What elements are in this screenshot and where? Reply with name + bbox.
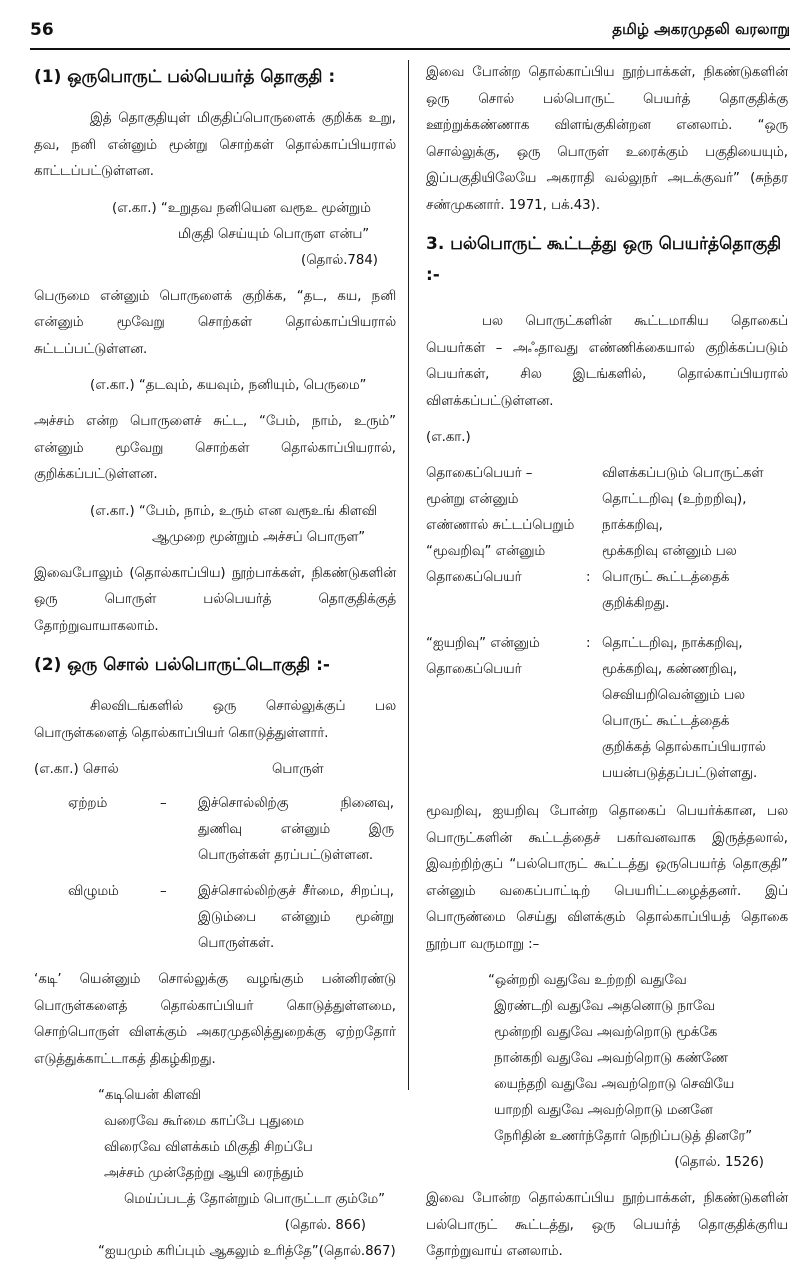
quote-line: ஆமுறை மூன்றும் அச்சப் பொருள”: [152, 529, 366, 545]
sep: [586, 709, 602, 735]
cell: செவியறிவென்னும் பல: [602, 688, 745, 703]
cell: தொட்டறிவு (உற்றறிவு),: [602, 492, 747, 507]
section-1-title: (1) ஒருபொருட் பல்பெயர்த் தொகுதி :: [34, 67, 336, 87]
quote-line: “ஐயமும் கரிப்பும் ஆகலும் உரித்தே”(தொல்.867): [98, 1244, 396, 1259]
paragraph: இவை போன்ற தொல்காப்பிய நூற்பாக்கள், நிகண்டுகளின் பல்பொருட் கூட்டத்து, ஒரு பெயர்த் தொகுதிக்குரிய தோற்றுவாய் எனலாம்.: [426, 1191, 788, 1259]
quote-784: [34, 196, 396, 274]
sep: [586, 539, 602, 565]
citation: (தொல். 1526): [674, 1155, 764, 1170]
quote-line: விரைவே விளக்கம் மிகுதி சிறப்பே: [104, 1140, 313, 1155]
quote-fear: [34, 499, 396, 551]
paragraph: இவைபோலும் (தொல்காப்பிய) நூற்பாக்கள், நிகண்டுகளின் ஒரு பொருள் பல்பெயர்த் தொகுதிக்குத் தோற்றுவாயாகலாம்.: [34, 565, 396, 634]
page-number: 56: [30, 20, 54, 40]
sep: [586, 683, 602, 709]
cell: குறிக்கத் தொல்காப்பியரால்: [602, 740, 766, 755]
table-head-word: (எ.கா.) சொல்: [34, 762, 119, 777]
quote-line: இரண்டறி வதுவே அதனொடு நாவே: [494, 999, 715, 1014]
table-row: [426, 709, 788, 735]
cell: “மூவறிவு” என்னும்: [426, 544, 546, 559]
table-head-meaning: பொருள்: [272, 762, 324, 777]
citation: (தொல். 866): [284, 1218, 366, 1233]
sep: [586, 761, 602, 787]
cell: [426, 761, 586, 787]
paragraph: இத் தொகுதியுள் மிகுதிப்பொருளைக் குறிக்க உறு, தவ, நனி என்னும் மூன்று சொற்கள் தொல்காப்பியரால் காட்டப்பட்டுள்ளன.: [34, 111, 396, 179]
table-row: [426, 487, 788, 513]
right-column: [426, 60, 788, 1276]
word: விழுமம்: [68, 884, 119, 899]
cell: மூக்கறிவு, கண்ணறிவு,: [602, 662, 738, 677]
cell: தொட்டறிவு, நாக்கறிவு,: [602, 636, 743, 651]
table-row: [426, 761, 788, 787]
word: ஏற்றம்: [68, 796, 108, 811]
cell: தொகைப்பெயர்: [426, 570, 522, 585]
example: (எ.கா.) “தடவும், கயவும், நனியும், பெருமை”: [90, 378, 367, 393]
table-row: [426, 513, 788, 539]
cell: [426, 735, 586, 761]
cell: மூன்று என்னும்: [426, 492, 519, 507]
paragraph: ‘கடி’ யென்னும் சொல்லுக்கு வழங்கும் பன்னிரண்டு பொருள்களைத் தொல்காப்பியர் கொடுத்துள்ளமை, சொற்பொருள் விளக்கும் அகரமுதலித்துறைக்கு ஏற்றதோர் எடுத்துக்காட்டாகத் திகழ்கிறது.: [34, 972, 396, 1067]
cell: [426, 683, 586, 709]
table-row: [426, 591, 788, 617]
quote-line: (எ.கா.) “உறுதவ நனியென வரூஉ மூன்றும்: [112, 200, 371, 216]
cell: நாக்கறிவு,: [602, 518, 663, 533]
quote-line: மெய்ப்படத் தோன்றும் பொருட்டா கும்மே”: [124, 1192, 386, 1207]
cell: [426, 591, 586, 617]
section-3-title: 3. பல்பொருட் கூட்டத்து ஒரு பெயர்த்தொகுதி :-: [426, 234, 782, 285]
quote-line: வரைவே கூர்மை காப்பே புதுமை: [104, 1114, 304, 1129]
sep: :: [586, 570, 591, 585]
running-title: தமிழ் அகரமுதலி வரலாறு: [612, 20, 790, 38]
table-row: [426, 657, 788, 683]
table-header: [426, 461, 788, 487]
sep: [586, 487, 602, 513]
table-head-right: விளக்கப்படும் பொருட்கள்: [602, 466, 764, 481]
table-row: [426, 565, 788, 591]
column-divider: [408, 60, 409, 1090]
sep: [586, 513, 602, 539]
table-row: [34, 791, 396, 869]
dash: –: [160, 884, 167, 899]
example-label: (எ.கா.): [426, 430, 471, 445]
meaning: இச்சொல்லிற்குச் சீர்மை, சிறப்பு, இடும்பை என்னும் மூன்று பொருள்கள்.: [198, 884, 394, 951]
paragraph: சிலவிடங்களில் ஒரு சொல்லுக்குப் பல பொருள்களைத் தொல்காப்பியர் கொடுத்துள்ளார்.: [34, 699, 396, 741]
cell: பயன்படுத்தப்பட்டுள்ளது.: [602, 766, 758, 781]
quote-line: (எ.கா.) “பேம், நாம், உரும் என வரூஉங் கிளவி: [90, 503, 377, 519]
paragraph: பெருமை என்னும் பொருளைக் குறிக்க, “தட, கய, நனி என்னும் மூவேறு சொற்கள் தொல்காப்பியரால் சுட்டப்பட்டுள்ளன.: [34, 288, 396, 357]
table-header: [34, 757, 396, 783]
quote-1526: [426, 968, 788, 1176]
dash: –: [160, 796, 167, 811]
cell: பொருட் கூட்டத்தைக்: [602, 570, 730, 585]
quote-line: அச்சம் முன்தேற்று ஆயி ரைந்தும்: [104, 1166, 304, 1181]
left-column: [34, 60, 396, 1275]
quote-line: யாறறி வதுவே அவற்றொடு மனனே: [494, 1103, 713, 1118]
paragraph: பல பொருட்களின் கூட்டமாகிய தொகைப் பெயர்கள் – அஃதாவது எண்ணிக்கையால் குறிக்கப்படும் பெயர்கள், சில இடங்களில், தொல்காப்பியரால் விளக்கப்பட்டுள்ளன.: [426, 314, 788, 409]
meaning: இச்சொல்லிற்கு நினைவு, துணிவு என்னும் இரு பொருள்கள் தரப்பட்டுள்ளன.: [198, 796, 394, 863]
cell: தொகைப்பெயர்: [426, 662, 522, 677]
paragraph: இவை போன்ற தொல்காப்பிய நூற்பாக்கள், நிகண்டுகளின் ஒரு சொல் பல்பொருட் பெயர்த் தொகுதிக்கு ஊற்றுக்கண்ணாக விளங்குகின்றன எனலாம். “ஒரு சொல்லுக்கு, ஒரு பொருள் உரைக்கும் பகுதியையும், இப்பகுதியிலேயே அகராதி வல்லுநர் அடக்குவர்” (சுந்தர சண்முகனார். 1971, பக்.43).: [426, 65, 788, 213]
quote-line: “கடியென் கிளவி: [98, 1088, 201, 1103]
section-2-title: (2) ஒரு சொல் பல்பொருட்டொகுதி :-: [34, 655, 330, 675]
quote-line: நேரிதின் உணர்ந்தோர் நெறிப்படுத் தினரே”: [494, 1129, 753, 1144]
cell: குறிக்கிறது.: [602, 596, 670, 611]
table-row: [34, 879, 396, 957]
cell: “ஐயறிவு” என்னும்: [426, 636, 540, 651]
table-head-left: தொகைப்பெயர் –: [426, 466, 533, 481]
table-row: [426, 683, 788, 709]
sep: [586, 735, 602, 761]
cell: பொருட் கூட்டத்தைக்: [602, 714, 730, 729]
table-row: [426, 631, 788, 657]
sep: :: [586, 636, 591, 651]
table-row: [426, 539, 788, 565]
citation: (தொல்.784): [301, 252, 378, 268]
cell: எண்ணால் சுட்டப்பெறும்: [426, 518, 575, 533]
cell: [426, 709, 586, 735]
quote-line: மிகுதி செய்யும் பொருள என்ப”: [178, 226, 370, 242]
page-header: [30, 18, 790, 50]
paragraph: மூவறிவு, ஐயறிவு போன்ற தொகைப் பெயர்க்கான, பல பொருட்களின் கூட்டத்தைச் பகர்வனவாக இருத்தலால், இவற்றிற்குப் “பல்பொருட் கூட்டத்து ஒருபெயர்த் தொகுதி” என்னும் வகைப்பாட்டிற் பெயரிட்டழைத்தனர். இப் பொருண்மை செய்து விளக்கும் தொல்காப்பியத் தொகை நூற்பா வருமாறு :–: [426, 804, 788, 952]
sep: [586, 591, 602, 617]
paragraph: அச்சம் என்ற பொருளைச் சுட்ட, “பேம், நாம், உரும்” என்னும் மூவேறு சொற்கள் தொல்காப்பியரால், குறிக்கப்பட்டுள்ளன.: [34, 414, 396, 482]
cell: மூக்கறிவு என்னும் பல: [602, 544, 737, 559]
quote-line: யைந்தறி வதுவே அவற்றொடு செவியே: [494, 1077, 735, 1092]
sep: [586, 657, 602, 683]
quote-line: “ஒன்றறி வதுவே உற்றறி வதுவே: [488, 973, 687, 988]
quote-line: மூன்றறி வதுவே அவற்றொடு மூக்கே: [494, 1025, 718, 1040]
quote-866: [34, 1083, 396, 1265]
table-row: [426, 735, 788, 761]
quote-line: நான்கறி வதுவே அவற்றொடு கண்ணே: [494, 1051, 728, 1066]
